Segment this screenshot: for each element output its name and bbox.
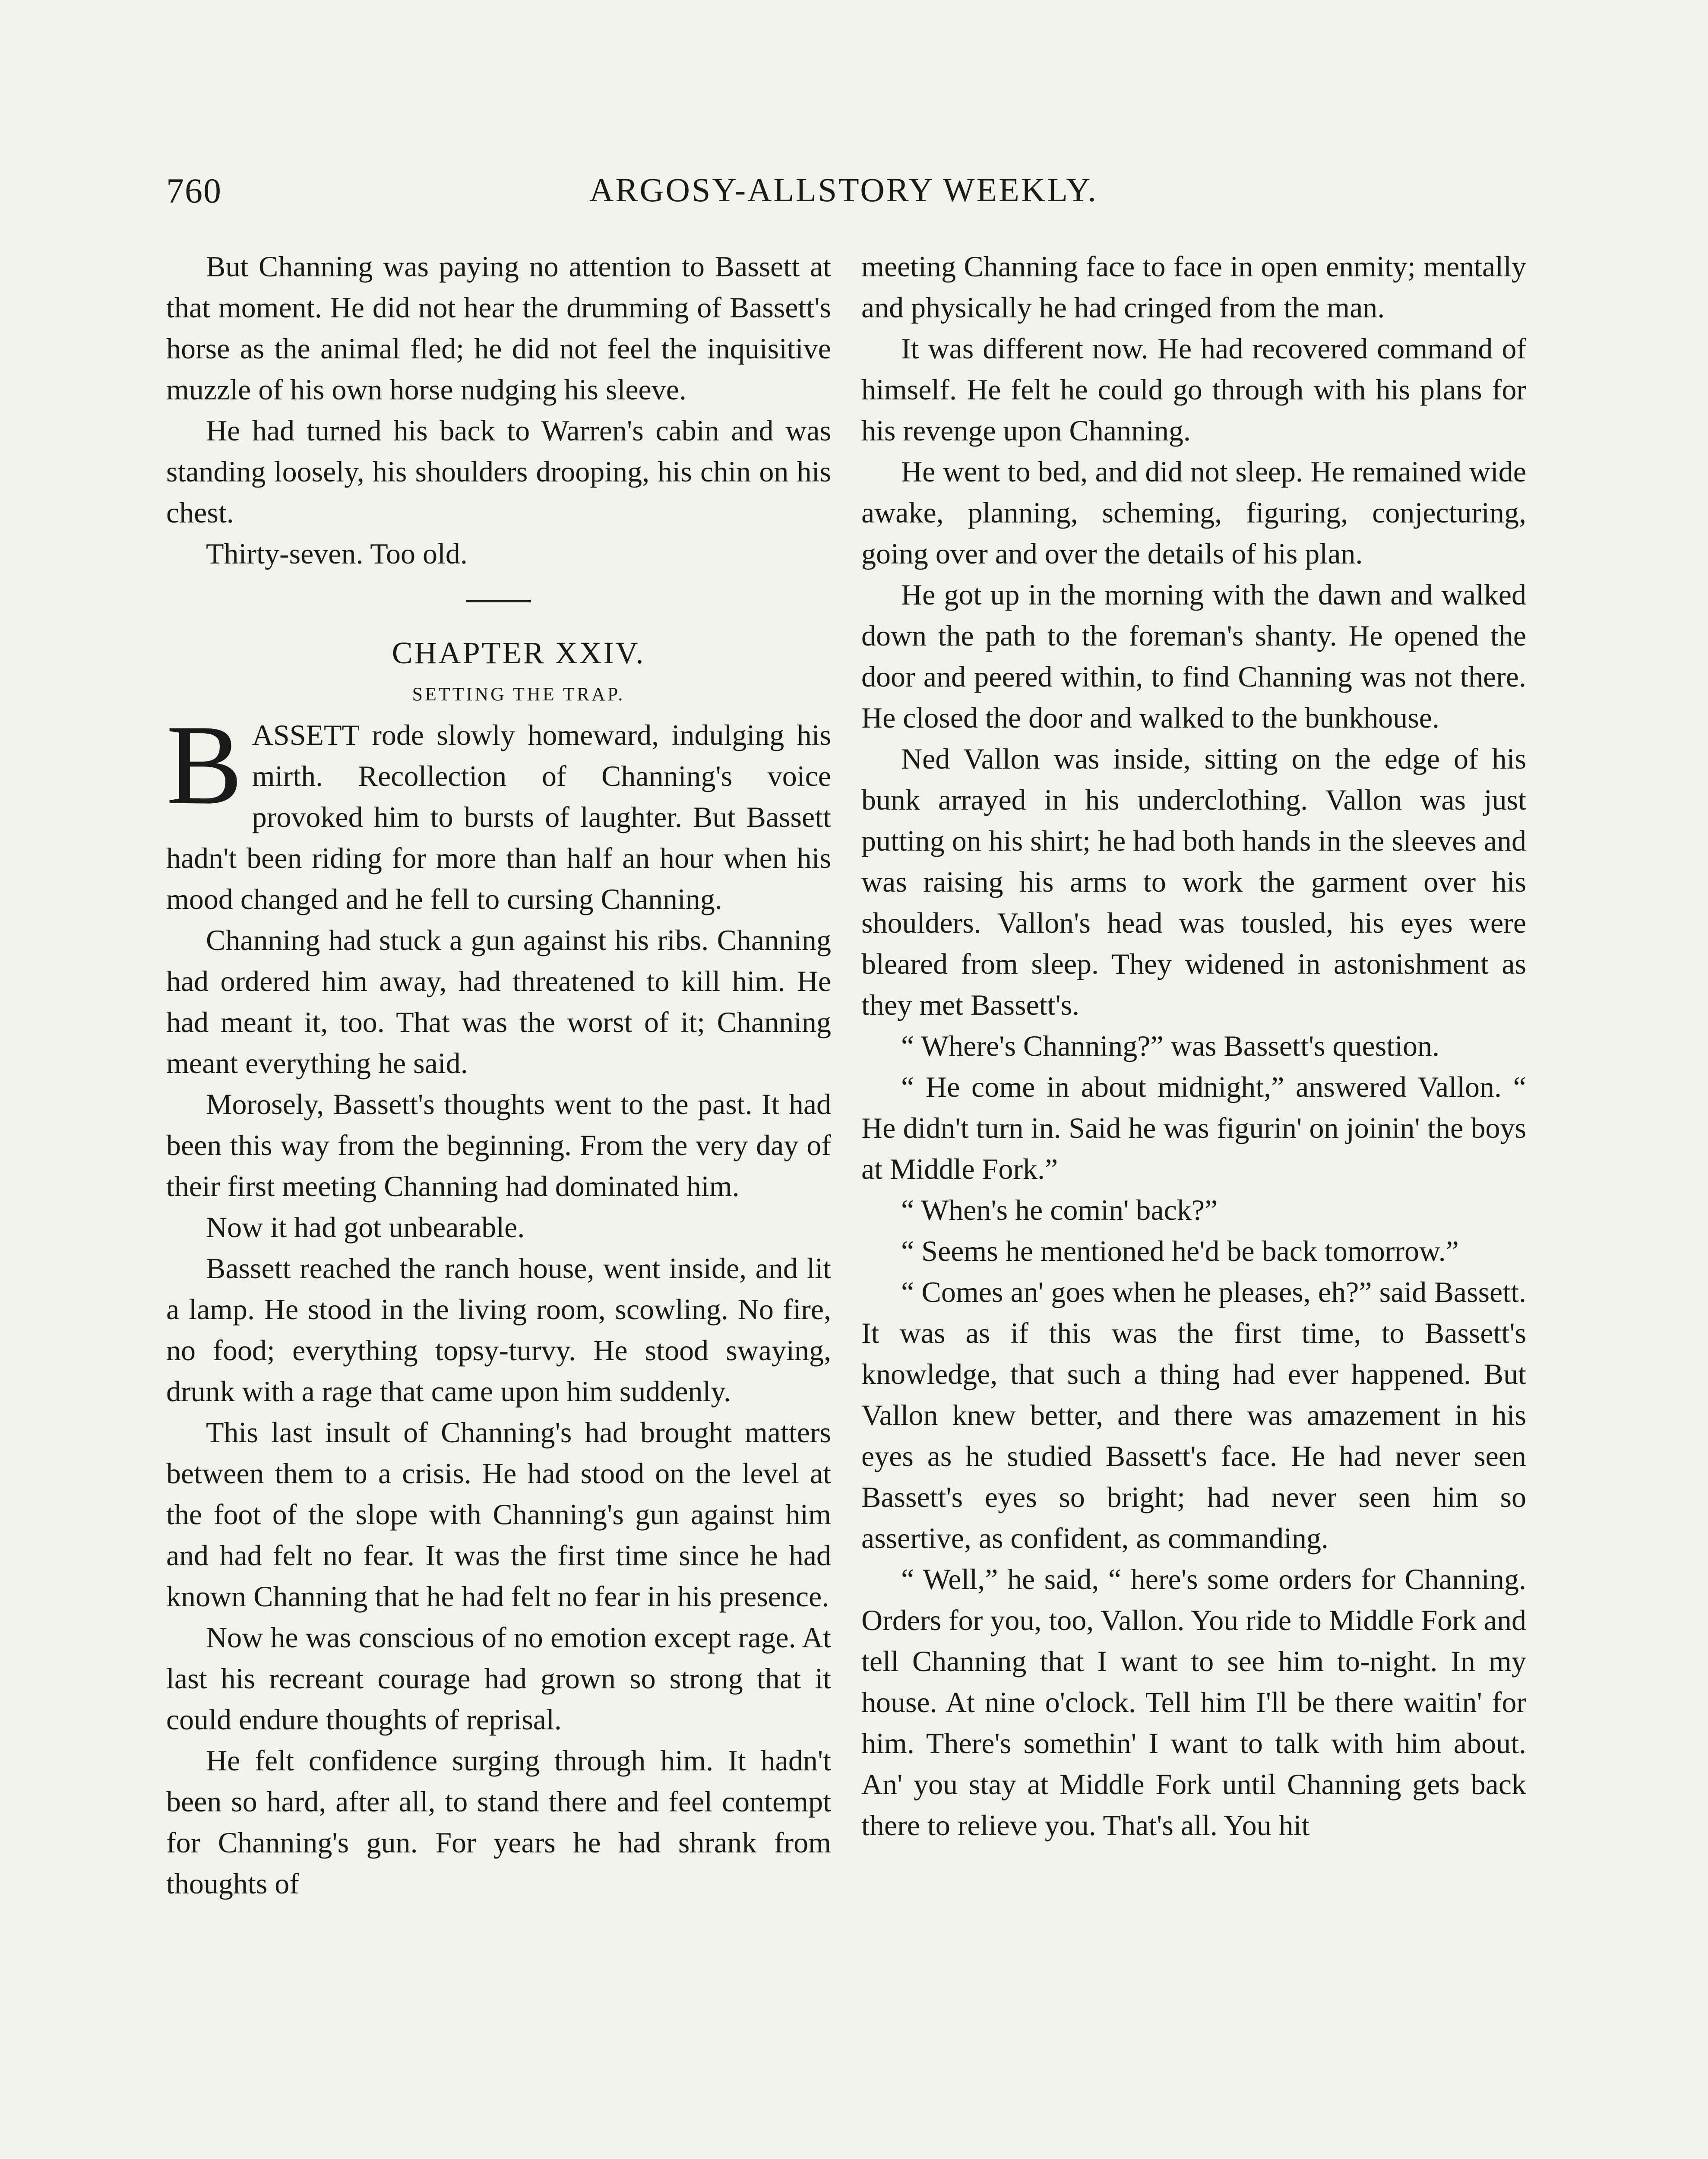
- paragraph: “ Seems he mentioned he'd be back tomorrow.”: [901, 1235, 1459, 1267]
- paragraph: Bassett reached the ranch house, went inside, and lit a lamp. He stood in the living room, scowling. No fire, no food; everything topsy-turvy. He stood swaying, drunk with a rage that came upon him suddenly.: [166, 1252, 831, 1408]
- paragraph: “ Where's Channing?” was Bassett's question.: [901, 1029, 1439, 1062]
- chapter-opening-text: ASSETT rode slowly homeward, indulging his mirth. Recollection of Channing's voice provoked him to bursts of laughter. But Bassett hadn't been riding for more than half an hour when his mood changed and he fell to cursing Channing.: [166, 719, 831, 915]
- paragraph: But Channing was paying no attention to Bassett at that moment. He did not hear the drumming of Bassett's horse as the animal fled; he did not feel the inquisitive muzzle of his own horse nudging his sleeve.: [166, 250, 831, 406]
- chapter-opening-paragraph: [166, 702, 831, 920]
- paragraph: “ He come in about midnight,” answered Vallon. “ He didn't turn in. Said he was figurin' on joinin' the boys at Middle Fork.”: [861, 1070, 1526, 1185]
- paragraph: He felt confidence surging through him. It hadn't been so hard, after all, to stand there and feel contempt for Channing's gun. For years he had shrank from thoughts of: [166, 1744, 831, 1900]
- paragraph: “ Well,” he said, “ here's some orders for Channing. Orders for you, too, Vallon. You ride to Middle Fork and tell Channing that I want to see him to-night. In my house. At nine o'clock. Tell him I'll be there waitin' for him. There's somethin' I want to talk with him about. An' you stay at Middle Fork until Channing gets back there to relieve you. That's all. You hit: [861, 1563, 1526, 1842]
- paragraph: Now he was conscious of no emotion except rage. At last his recreant courage had grown so strong that it could endure thoughts of reprisal.: [166, 1621, 831, 1736]
- paragraph: It was different now. He had recovered command of himself. He felt he could go through with his plans for his revenge upon Channing.: [861, 332, 1526, 447]
- paragraph: He got up in the morning with the dawn and walked down the path to the foreman's shanty. He opened the door and peered within, to find Channing was not there. He closed the door and walked to the bunkhouse.: [861, 578, 1526, 734]
- page-number: 760: [166, 171, 222, 210]
- page-header: [166, 171, 1388, 218]
- drop-cap: B: [166, 702, 243, 828]
- left-column: [166, 246, 831, 1904]
- paragraph: “ When's he comin' back?”: [901, 1193, 1218, 1226]
- chapter-subtitle: SETTING THE TRAP.: [412, 684, 625, 705]
- chapter-title: CHAPTER XXIV.: [392, 636, 645, 670]
- paragraph-continuation: meeting Channing face to face in open enmity; mentally and physically he had cringed from the man.: [861, 250, 1526, 324]
- chapter-divider: [466, 600, 531, 602]
- paragraph: “ Comes an' goes when he pleases, eh?” said Bassett. It was as if this was the first time, to Bassett's knowledge, that such a thing had ever happened. But Vallon knew better, and there was amazement in his eyes as he studied Bassett's face. He had never seen Bassett's eyes so bright; had never seen him so assertive, as confident, as commanding.: [861, 1276, 1526, 1554]
- paragraph: Morosely, Bassett's thoughts went to the past. It had been this way from the beginning. From the very day of their first meeting Channing had dominated him.: [166, 1088, 831, 1203]
- paragraph: Ned Vallon was inside, sitting on the edge of his bunk arrayed in his underclothing. Vallon was just putting on his shirt; he had both hands in the sleeves and was raising his arms to work the garment over his shoulders. Vallon's head was tousled, his eyes were bleared from sleep. They widened in astonishment as they met Bassett's.: [861, 742, 1526, 1021]
- paragraph: This last insult of Channing's had brought matters between them to a crisis. He had stood on the level at the foot of the slope with Channing's gun against him and had felt no fear. It was the first time since he had known Channing that he had felt no fear in his presence.: [166, 1416, 831, 1613]
- paragraph: Channing had stuck a gun against his ribs. Channing had ordered him away, had threatened to kill him. He had meant it, too. That was the worst of it; Channing meant everything he said.: [166, 924, 831, 1080]
- paragraph: Thirty-seven. Too old.: [206, 537, 468, 570]
- right-column: [861, 246, 1526, 1846]
- running-head: ARGOSY-ALLSTORY WEEKLY.: [589, 171, 1098, 209]
- paragraph: He had turned his back to Warren's cabin and was standing loosely, his shoulders drooping, his chin on his chest.: [166, 414, 831, 529]
- paragraph: He went to bed, and did not sleep. He remained wide awake, planning, scheming, figuring, conjecturing, going over and over the details of his plan.: [861, 455, 1526, 570]
- paragraph: Now it had got unbearable.: [206, 1211, 525, 1244]
